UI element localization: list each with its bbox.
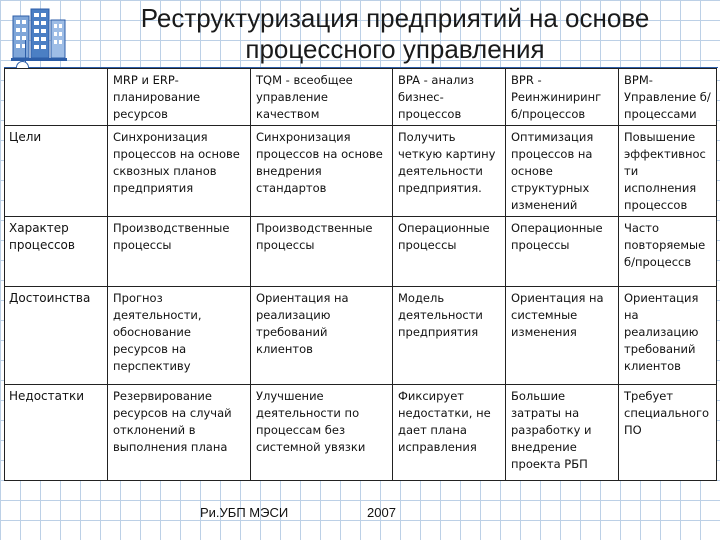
table-row-goals bbox=[5, 126, 717, 217]
slide-title: Реструктуризация предприятий на основе процессного управления bbox=[140, 3, 650, 64]
footer-organization: Ри.УБП МЭСИ bbox=[200, 505, 289, 520]
table-cell: Резервирование ресурсов на случай отклонений в выполнения плана bbox=[108, 385, 251, 481]
column-header-bpa: BPA - анализ бизнес-процессов bbox=[393, 69, 506, 126]
table-cell: Требует специального ПО bbox=[619, 385, 717, 481]
row-label: Недостатки bbox=[5, 385, 108, 481]
table-cell: Ориентация на системные изменения bbox=[506, 287, 619, 385]
table-row-process-type bbox=[5, 217, 717, 287]
table-row-disadvantages bbox=[5, 385, 717, 481]
table-row-advantages bbox=[5, 287, 717, 385]
table-cell: Получить четкую картину деятельности предприятия. bbox=[393, 126, 506, 217]
column-header-bpm: BPM-Управление б/процессами bbox=[619, 69, 717, 126]
column-header-tqm: TQM - всеобщее управление качеством bbox=[251, 69, 393, 126]
table-cell: Ориентация на реализацию требований клиентов bbox=[251, 287, 393, 385]
table-cell: Фиксирует недостатки, не дает плана исправления bbox=[393, 385, 506, 481]
table-cell: Большие затраты на разработку и внедрение проекта РБП bbox=[506, 385, 619, 481]
table-cell: Оптимизация процессов на основе структурных изменений bbox=[506, 126, 619, 217]
table-cell: Часто повторяемые б/процессв bbox=[619, 217, 717, 287]
table-cell: Модель деятельности предприятия bbox=[393, 287, 506, 385]
table-cell: Операционные процессы bbox=[506, 217, 619, 287]
table-cell: Ориентация на реализацию требований клиентов bbox=[619, 287, 717, 385]
row-label: Достоинства bbox=[5, 287, 108, 385]
column-header-bpr: BPR - Реинжиниринг б/процессов bbox=[506, 69, 619, 126]
table-corner-cell bbox=[5, 69, 108, 126]
comparison-table bbox=[4, 68, 717, 481]
table-header-row bbox=[5, 69, 717, 126]
table-cell: Производственные процессы bbox=[251, 217, 393, 287]
table-cell: Улучшение деятельности по процессам без системной увязки bbox=[251, 385, 393, 481]
table-cell: Прогноз деятельности, обоснование ресурсов на перспективу bbox=[108, 287, 251, 385]
building-logo-icon bbox=[10, 6, 68, 64]
table-cell: Синхронизация процессов на основе сквозных планов предприятия bbox=[108, 126, 251, 217]
table-cell: Синхронизация процессов на основе внедрения стандартов bbox=[251, 126, 393, 217]
table-cell: Повышение эффективнос ти исполнения процессов bbox=[619, 126, 717, 217]
table-cell: Производственные процессы bbox=[108, 217, 251, 287]
row-label: Характер процессов bbox=[5, 217, 108, 287]
column-header-mrp-erp: MRP и ERP-планирование ресурсов bbox=[108, 69, 251, 126]
table-cell: Операционные процессы bbox=[393, 217, 506, 287]
footer-year: 2007 bbox=[367, 505, 396, 520]
row-label: Цели bbox=[5, 126, 108, 217]
